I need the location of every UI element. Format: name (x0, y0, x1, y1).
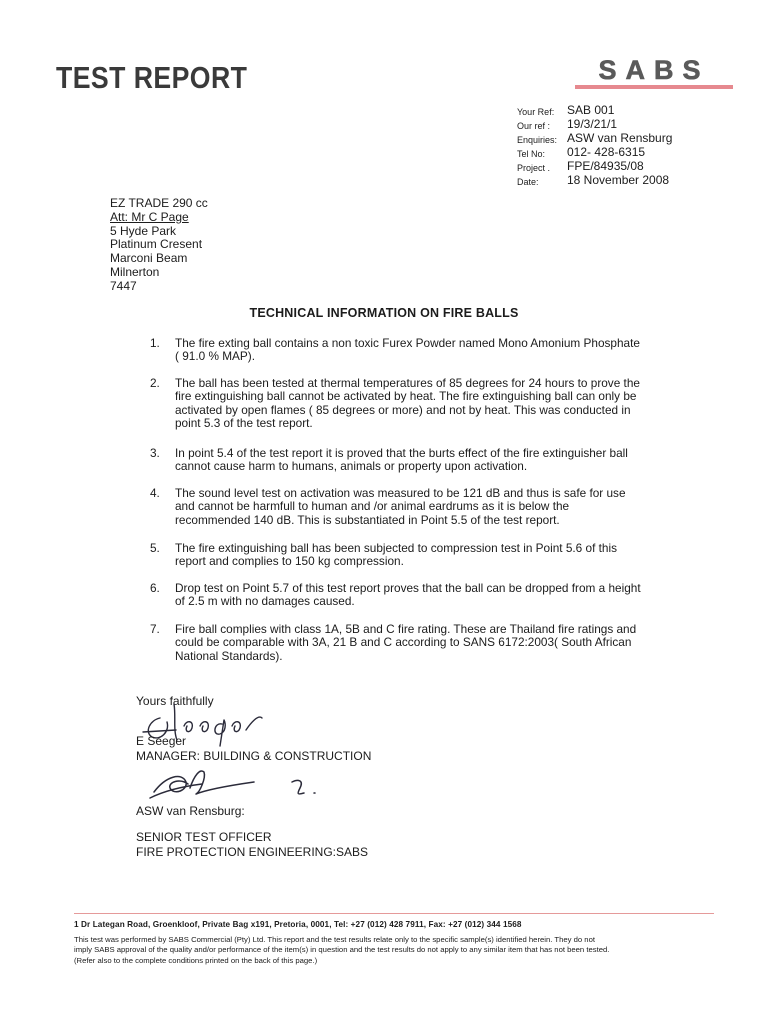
document-heading: TECHNICAL INFORMATION ON FIRE BALLS (249, 306, 519, 320)
ref-row-project (517, 159, 672, 173)
ref-label: Tel No: (517, 149, 546, 159)
ref-row-enquiries (517, 131, 672, 145)
item-text: cannot cause harm to humans, animals or property upon activation. (175, 459, 528, 474)
ref-value: 18 November 2008 (567, 173, 670, 187)
ref-row-tel (517, 145, 672, 159)
item-text: The fire exting ball contains a non toxic Furex Powder named Mono Amonium Phosphate (175, 336, 640, 350)
ref-value: 19/3/21/1 (567, 117, 618, 131)
item-text: point 5.3 of the test report. (175, 416, 313, 431)
ref-row-our-ref (517, 117, 672, 131)
ref-value: FPE/84935/08 (567, 159, 644, 173)
address-line: 5 Hyde Park (110, 223, 177, 238)
list-item (150, 542, 680, 582)
item-number: 5. (150, 541, 160, 555)
list-item (150, 582, 680, 623)
ref-label: Our ref : (517, 121, 551, 131)
ref-row-date (517, 173, 672, 187)
item-number: 6. (150, 581, 160, 595)
item-number: 7. (150, 622, 160, 636)
ref-label: Date: (517, 177, 539, 187)
list-item (150, 337, 680, 377)
item-text: Drop test on Point 5.7 of this test report proves that the ball can be dropped from a height (175, 581, 641, 595)
reference-block (517, 103, 672, 187)
ref-value: SAB 001 (567, 103, 615, 117)
report-title: TEST REPORT (56, 60, 248, 95)
address-line: EZ TRADE 290 cc (110, 196, 208, 210)
numbered-list (150, 337, 680, 667)
signatory-title: MANAGER: BUILDING & CONSTRUCTION (136, 749, 372, 763)
ref-value: 012- 428-6315 (567, 145, 646, 159)
item-text: report and complies to 150 kg compression. (175, 554, 404, 569)
ref-label: Your Ref: (517, 107, 555, 117)
item-text: The ball has been tested at thermal temperatures of 85 degrees for 24 hours to prove the (175, 376, 640, 390)
signatory-department: FIRE PROTECTION ENGINEERING:SABS (136, 845, 369, 859)
disclaimer-line: imply SABS approval of the quality and/or performance of the item(s) in question and the test results do not apply to any similar item that has not been tested. (74, 945, 610, 955)
item-text: The sound level test on activation was measured to be 121 dB and thus is safe for use (175, 486, 626, 500)
postal-code: 7447 (110, 278, 137, 293)
footer-address: 1 Dr Lategan Road, Groenkloof, Private Bag x191, Pretoria, 0001, Tel: +27 (012) 428 7911, Fax: +27 (012) 344 1568 (74, 920, 522, 929)
footer-disclaimer (74, 935, 722, 966)
signatory-name: ASW van Rensburg: (136, 804, 245, 818)
address-line: Platinum Cresent (110, 237, 203, 252)
item-text: recommended 140 dB. This is substantiated in Point 5.5 of the test report. (175, 512, 560, 527)
item-number: 1. (150, 336, 160, 350)
sabs-logo (572, 54, 736, 92)
ref-label: Enquiries: (517, 135, 558, 145)
item-text: In point 5.4 of the test report it is proved that the burts effect of the fire extinguisher ball (175, 446, 628, 460)
item-text: fire extinguishing ball cannot be activated by heat. The fire extinguishing ball can only be (175, 389, 637, 404)
list-item (150, 447, 680, 487)
item-number: 2. (150, 376, 160, 390)
disclaimer-line: (Refer also to the complete conditions printed on the back of this page.) (74, 955, 318, 965)
item-text: ( 91.0 % MAP). (175, 349, 255, 364)
attention-line: Att: Mr C Page (110, 209, 189, 224)
ref-row-your-ref (517, 103, 672, 117)
item-number: 3. (150, 446, 160, 460)
item-number: 4. (150, 486, 160, 500)
footer-divider (74, 913, 714, 914)
ref-value: ASW van Rensburg (567, 131, 673, 145)
item-text: activated by open flames ( 85 degrees or more) and not by heat. This was conducted in (175, 402, 631, 417)
list-item (150, 487, 680, 542)
list-item (150, 377, 680, 447)
recipient-address (110, 197, 208, 294)
item-text: of 2.5 m with no damages caused. (175, 594, 355, 609)
item-text: and cannot be harmfull to human and /or animal eardrums as it is below the (175, 499, 570, 514)
item-text: could be comparable with 3A, 21 B and C according to SANS 6172:2003( South African (175, 635, 632, 650)
list-item (150, 623, 680, 667)
item-text: Fire ball complies with class 1A, 5B and C fire rating. These are Thailand fire ratings and (175, 622, 637, 636)
signatory-name: E Seeger (136, 734, 187, 748)
svg-text:SABS: SABS (598, 55, 710, 85)
address-line: Marconi Beam (110, 251, 188, 266)
van-rensburg-signature (146, 762, 326, 804)
address-line: Milnerton (110, 264, 160, 279)
disclaimer-line: This test was performed by SABS Commercial (Pty) Ltd. This report and the test results relate only to the specific sample(s) identified herein. They do not (74, 935, 595, 944)
signatory-title: SENIOR TEST OFFICER (136, 830, 272, 844)
item-text: The fire extinguishing ball has been subjected to compression test in Point 5.6 of this (175, 541, 617, 555)
closing-salutation: Yours faithfully (136, 694, 214, 708)
ref-label: Project . (517, 163, 551, 173)
item-text: National Standards). (175, 648, 283, 663)
